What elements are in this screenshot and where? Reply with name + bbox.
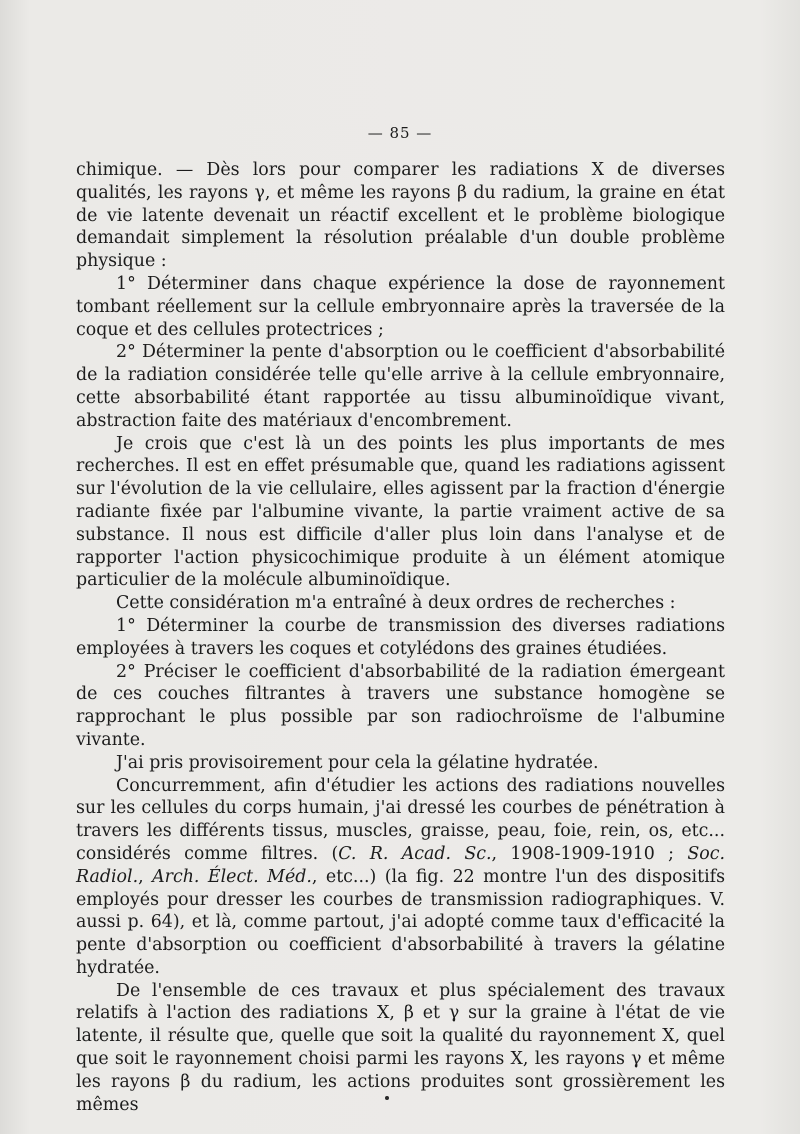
paragraph-8: J'ai pris provisoirement pour cela la gélatine hydratée. [116, 752, 599, 773]
paragraph-2: 1° Déterminer dans chaque expérience la dose de rayonnement tombant réellement sur la cellule embryonnaire après la traversée de la coque et des cellules protectrices ; [76, 273, 725, 340]
reference-comptes-rendus: C. R. Acad. Sc. [338, 843, 492, 864]
paragraph-10: De l'ensemble de ces travaux et plus spécialement des travaux relatifs à l'action des radiations X, β et γ sur la graine à l'état de vie latente, il résulte que, quelle que soit la qualité du rayonnement X, quel que soit le rayonnement choisi parmi les rayons X, les rayons γ et même les rayons β du radium, les actions produites sont grossièrement les mêmes [76, 980, 725, 1115]
paragraph-4: Je crois que c'est là un des points les plus importants de mes recherches. Il est en effet présumable que, quand les radiations agissent sur l'évolution de la vie cellulaire, elles agissent par la fraction d'énergie radiante fixée par l'albumine vivante, la partie vraiment active de sa substance. Il nous est difficile d'aller plus loin dans l'analyse et de rapporter l'action physicochimique produite à un élément atomique particulier de la molécule albuminoïdique. [76, 433, 725, 591]
reference-arch-elect-med: Arch. Élect. Méd. [152, 866, 312, 887]
paragraph-6: 1° Déterminer la courbe de transmission des diverses radiations employées à travers les coques et cotylédons des graines étudiées. [76, 615, 725, 659]
reference-soc-radiol: Soc. Radiol. [76, 843, 725, 887]
paragraph-9 [76, 775, 725, 980]
page-number: — 85 — [367, 124, 433, 142]
ink-speck [385, 1096, 389, 1100]
paragraph-9-text-1: Concurremment, afin d'étudier les actions des radiations nouvelles sur les cellules du corps humain, j'ai dressé les courbes de pénétration à travers les différents tissus, muscles, graisse, peau, foie, rein, os, etc... considérés comme filtres. ( [76, 775, 725, 864]
paragraph-1: chimique. — Dès lors pour comparer les radiations X de diverses qualités, les rayons γ, et même les rayons β du radium, la graine en état de vie latente devenait un réactif excellent et le problème biologique demandait simplement la résolution préalable d'un double problème physique : [76, 160, 725, 272]
paragraph-7: 2° Préciser le coefficient d'absorbabilité de la radiation émergeant de ces couches filtrantes à travers une substance homogène se rapprochant le plus possible par son radiochroïsme de l'albumine vivante. [76, 661, 725, 750]
paragraph-3: 2° Déterminer la pente d'absorption ou le coefficient d'absorbabilité de la radiation considérée telle qu'elle arrive à la cellule embryonnaire, cette absorbabilité étant rapportée au tissu albuminoïdique vivant, abstraction faite des matériaux d'encombrement. [76, 342, 725, 431]
paragraph-5: Cette considération m'a entraîné à deux ordres de recherches : [116, 593, 676, 614]
paragraph-9-text-4: , etc...) (la fig. 22 montre l'un des dispositifs employés pour dresser les courbes de transmission radiographiques. V. aussi p. 64), et là, comme partout, j'ai adopté comme taux d'efficacité la pente d'absorption ou coefficient d'absorbabilité à travers la gélatine hydratée. [76, 866, 725, 978]
body-text [76, 159, 725, 1116]
paragraph-9-text-2: , 1908-1909-1910 ; [491, 843, 688, 864]
paragraph-9-text-3: , [138, 866, 153, 887]
